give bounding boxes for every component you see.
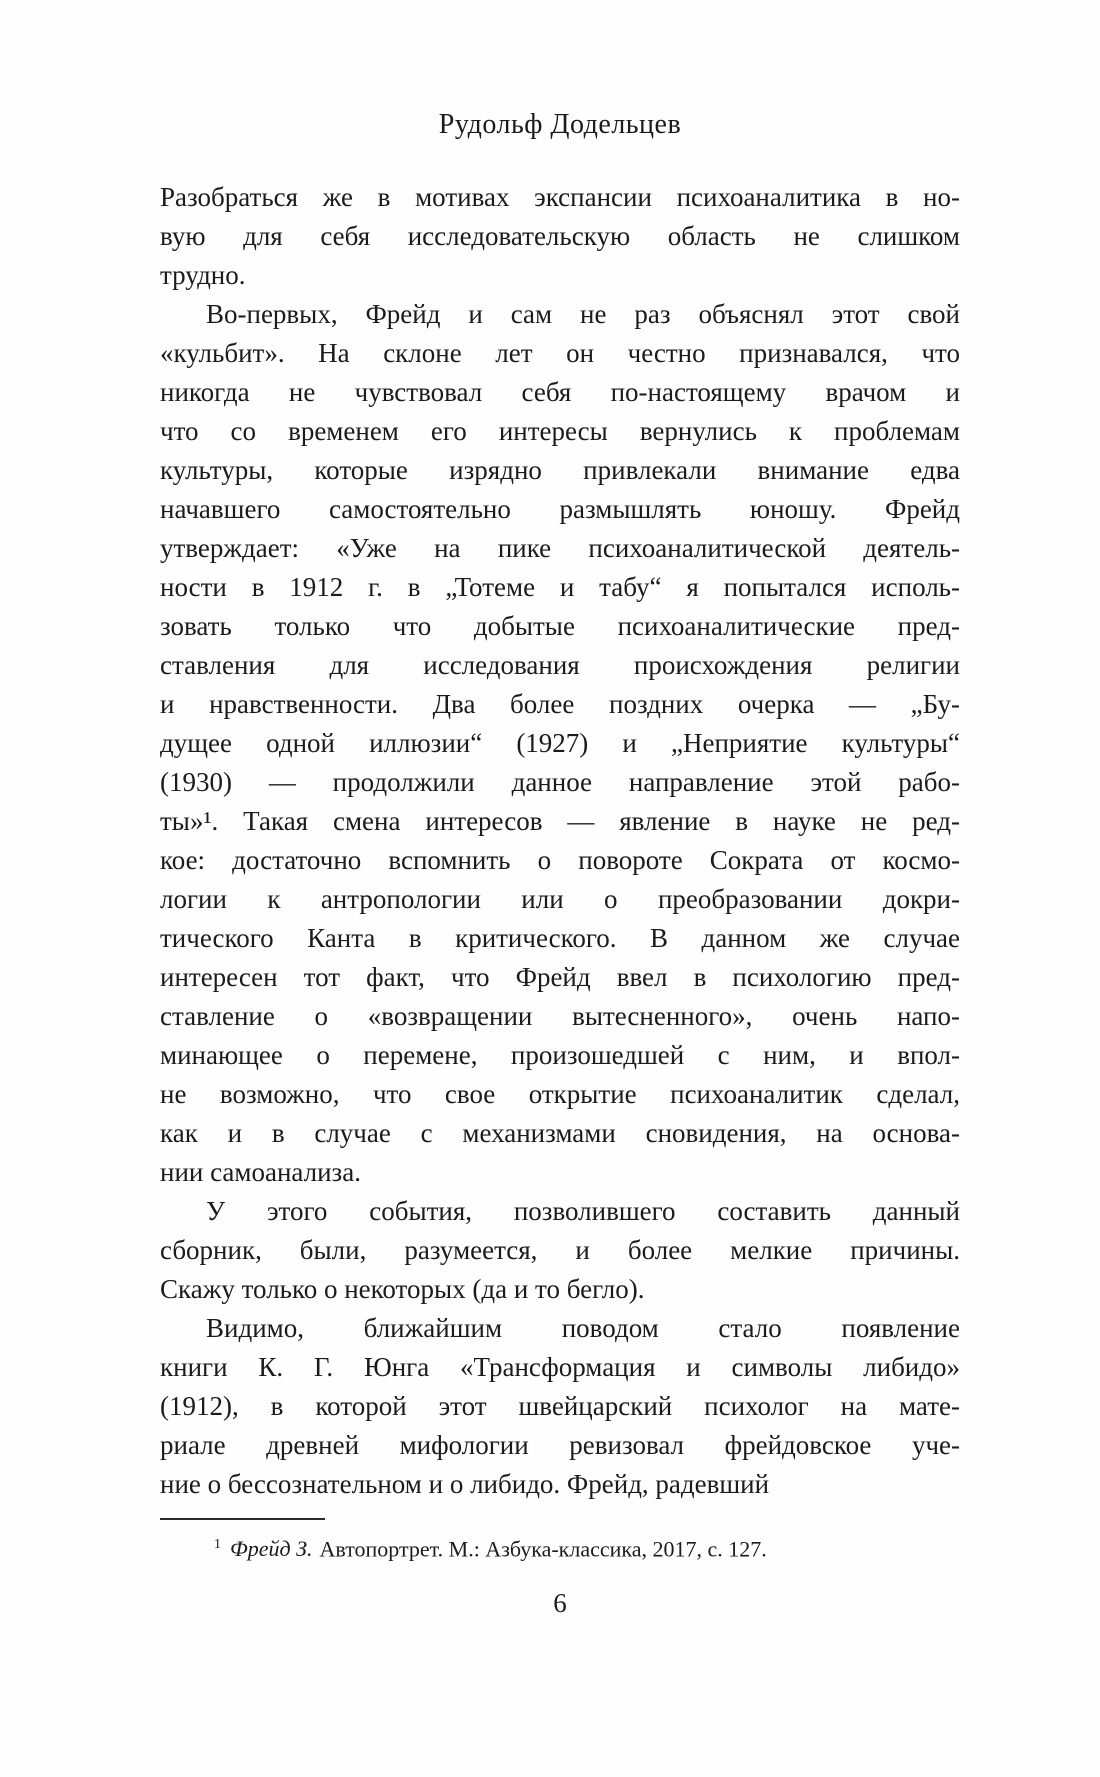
body-line: (1912), в которой этот швейцарский психолог на мате- — [160, 1391, 960, 1421]
body-line: зовать только что добытые психоаналитические пред- — [160, 611, 960, 641]
body-line: ности в 1912 г. в „Тотеме и табу“ я попытался исполь- — [160, 572, 960, 602]
body-line: Видимо, ближайшим поводом стало появление — [206, 1313, 960, 1343]
body-line: никогда не чувствовал себя по-настоящему врачом и — [160, 377, 960, 407]
page-number: 6 — [553, 1588, 567, 1618]
body-line: Скажу только о некоторых (да и то бегло). — [160, 1274, 645, 1304]
running-head: Рудольф Додельцев — [438, 109, 682, 140]
footnote — [160, 1530, 960, 1564]
body-line: и нравственности. Два более поздних очерка — „Бу- — [160, 689, 960, 719]
body-text — [160, 178, 960, 1504]
body-line: что со временем его интересы вернулись к проблемам — [160, 416, 960, 446]
body-line: (1930) — продолжили данное направление этой рабо- — [160, 767, 960, 797]
body-line: вую для себя исследовательскую область не слишком — [160, 221, 960, 251]
page-content — [160, 0, 960, 1564]
body-line: риале древней мифологии ревизовал фрейдовское уче- — [160, 1430, 960, 1460]
body-line: нии самоанализа. — [160, 1157, 361, 1187]
body-line: ние о бессознательном и о либидо. Фрейд, радевший — [160, 1469, 770, 1499]
body-line: культуры, которые изрядно привлекали внимание едва — [160, 455, 960, 485]
body-line: книги К. Г. Юнга «Трансформация и символы либидо» — [160, 1352, 960, 1382]
body-line: интересен тот факт, что Фрейд ввел в психологию пред- — [160, 962, 960, 992]
body-line: ставления для исследования происхождения религии — [160, 650, 960, 680]
body-line: У этого события, позволившего составить данный — [206, 1196, 960, 1226]
footnote-author: Фрейд З. — [230, 1536, 313, 1562]
body-line: Разобраться же в мотивах экспансии психоаналитика в но- — [160, 182, 960, 212]
body-line: «кульбит». На склоне лет он честно признавался, что — [160, 338, 960, 368]
body-line: ставление о «возвращении вытесненного», очень напо- — [160, 1001, 960, 1031]
body-line: тического Канта в критического. В данном же случае — [160, 923, 960, 953]
body-line: не возможно, что свое открытие психоаналитик сделал, — [160, 1079, 960, 1109]
body-line: логии к антропологии или о преобразовании докри- — [160, 884, 960, 914]
body-line: как и в случае с механизмами сновидения, на основа- — [160, 1118, 960, 1148]
body-line: дущее одной иллюзии“ (1927) и „Неприятие культуры“ — [160, 728, 960, 758]
body-line: Во-первых, Фрейд и сам не раз объяснял этот свой — [206, 299, 960, 329]
footnote-marker: 1 — [214, 1537, 221, 1552]
body-line: кое: достаточно вспомнить о повороте Сократа от космо- — [160, 845, 960, 875]
footnote-rule — [160, 1518, 325, 1520]
footnote-text: Автопортрет. М.: Азбука-классика, 2017, с. 127. — [319, 1536, 767, 1562]
body-line: ты»¹. Такая смена интересов — явление в науке не ред- — [160, 806, 960, 836]
body-line: начавшего самостоятельно размышлять юношу. Фрейд — [160, 494, 960, 524]
body-line: утверждает: «Уже на пике психоаналитической деятель- — [160, 533, 960, 563]
body-line: сборник, были, разумеется, и более мелкие причины. — [160, 1235, 960, 1265]
body-line: трудно. — [160, 260, 246, 290]
body-line: минающее о перемене, произошедшей с ним, и впол- — [160, 1040, 960, 1070]
